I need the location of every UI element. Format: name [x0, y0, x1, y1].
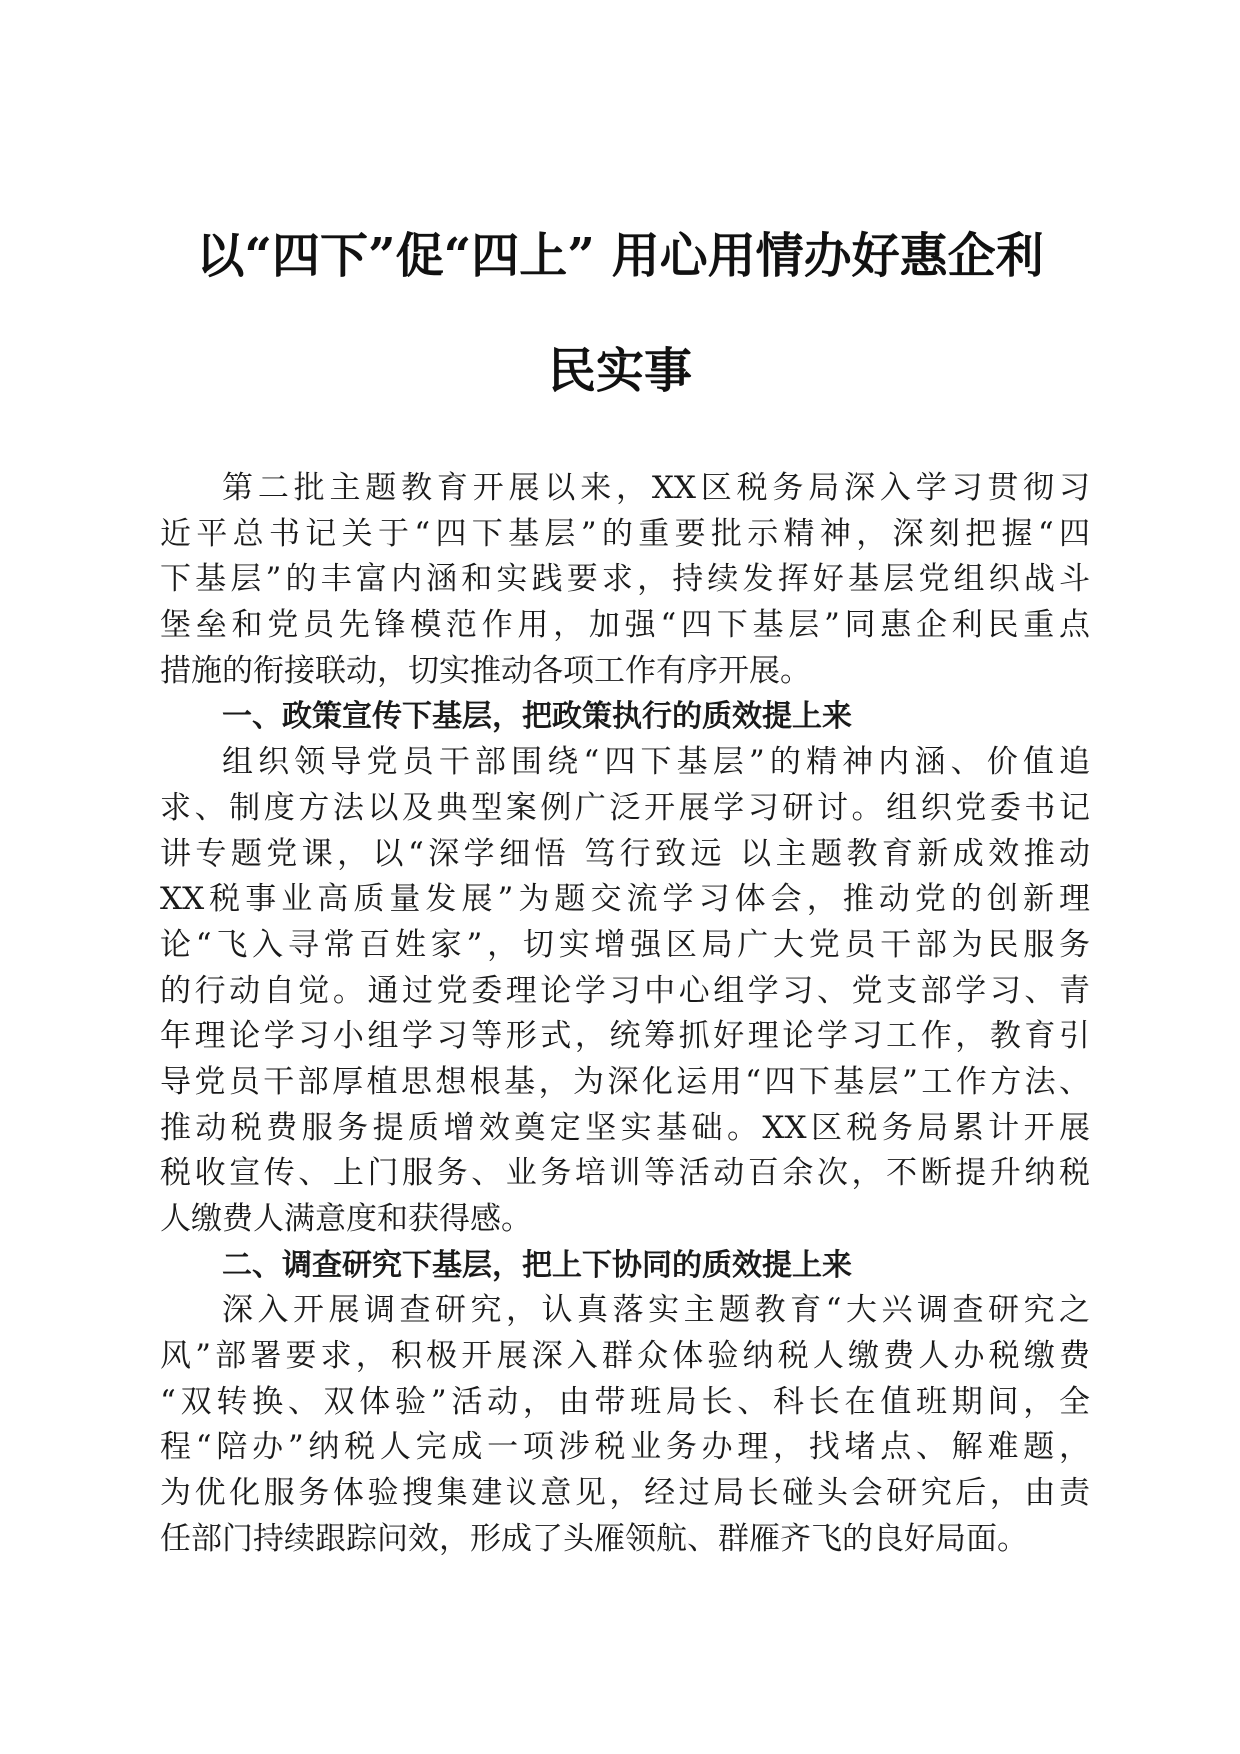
paragraph: [160, 740, 1090, 1243]
paragraph-line: 深入开展调查研究，认真落实主题教育“大兴调查研究之: [222, 1292, 1090, 1329]
paragraph-line: 推动税费服务提质增效奠定坚实基础。XX区税务局累计开展: [160, 1109, 1090, 1146]
paragraph-line: 组织领导党员干部围绕“四下基层”的精神内涵、价值追: [222, 744, 1090, 781]
document-title-line-1: 以“四下”促“四上” 用心用情办好惠企利: [196, 228, 1044, 284]
section-heading: [160, 1243, 1090, 1289]
paragraph-line: 为优化服务体验搜集建议意见，经过局长碰头会研究后，由责: [160, 1475, 1090, 1512]
document-title-line-2: 民实事: [547, 343, 692, 399]
paragraph-line: “双转换、双体验”活动，由带班局长、科长在值班期间，全: [160, 1383, 1090, 1420]
heading-text: 一、政策宣传下基层，把政策执行的质效提上来: [222, 699, 852, 735]
paragraph-line: 的行动自觉。通过党委理论学习中心组学习、党支部学习、青: [160, 972, 1090, 1009]
paragraph-line: 税收宣传、上门服务、业务培训等活动百余次，不断提升纳税: [160, 1155, 1090, 1192]
paragraph-line: 讲专题党课，以“深学细悟 笃行致远 以主题教育新成效推动: [160, 835, 1090, 872]
paragraph-line: 年理论学习小组学习等形式，统筹抓好理论学习工作，教育引: [160, 1018, 1090, 1055]
document-body: [160, 466, 1090, 1563]
paragraph: [160, 1288, 1090, 1562]
paragraph-line: XX税事业高质量发展”为题交流学习体会，推动党的创新理: [160, 881, 1090, 918]
paragraph-line: 近平总书记关于“四下基层”的重要批示精神，深刻把握“四: [160, 515, 1090, 552]
paragraph-line: 措施的衔接联动，切实推动各项工作有序开展。: [160, 652, 811, 689]
section-heading: [160, 694, 1090, 740]
paragraph: [160, 466, 1090, 694]
paragraph-line: 求、制度方法以及典型案例广泛开展学习研讨。组织党委书记: [160, 789, 1090, 826]
paragraph-line: 任部门持续跟踪问效，形成了头雁领航、群雁齐飞的良好局面。: [160, 1520, 1028, 1557]
paragraph-line: 第二批主题教育开展以来，XX区税务局深入学习贯彻习: [222, 470, 1090, 506]
paragraph-line: 导党员干部厚植思想根基，为深化运用“四下基层”工作方法、: [160, 1063, 1090, 1100]
paragraph-line: 人缴费人满意度和获得感。: [160, 1201, 532, 1237]
paragraph-line: 下基层”的丰富内涵和实践要求，持续发挥好基层党组织战斗: [160, 561, 1090, 598]
heading-text: 二、调查研究下基层，把上下协同的质效提上来: [222, 1247, 852, 1283]
paragraph-line: 论“飞入寻常百姓家”，切实增强区局广大党员干部为民服务: [160, 926, 1090, 963]
paragraph-line: 堡垒和党员先锋模范作用，加强“四下基层”同惠企利民重点: [160, 607, 1090, 644]
paragraph-line: 风”部署要求，积极开展深入群众体验纳税人缴费人办税缴费: [160, 1338, 1090, 1375]
paragraph-line: 程“陪办”纳税人完成一项涉税业务办理，找堵点、解难题，: [160, 1429, 1090, 1466]
